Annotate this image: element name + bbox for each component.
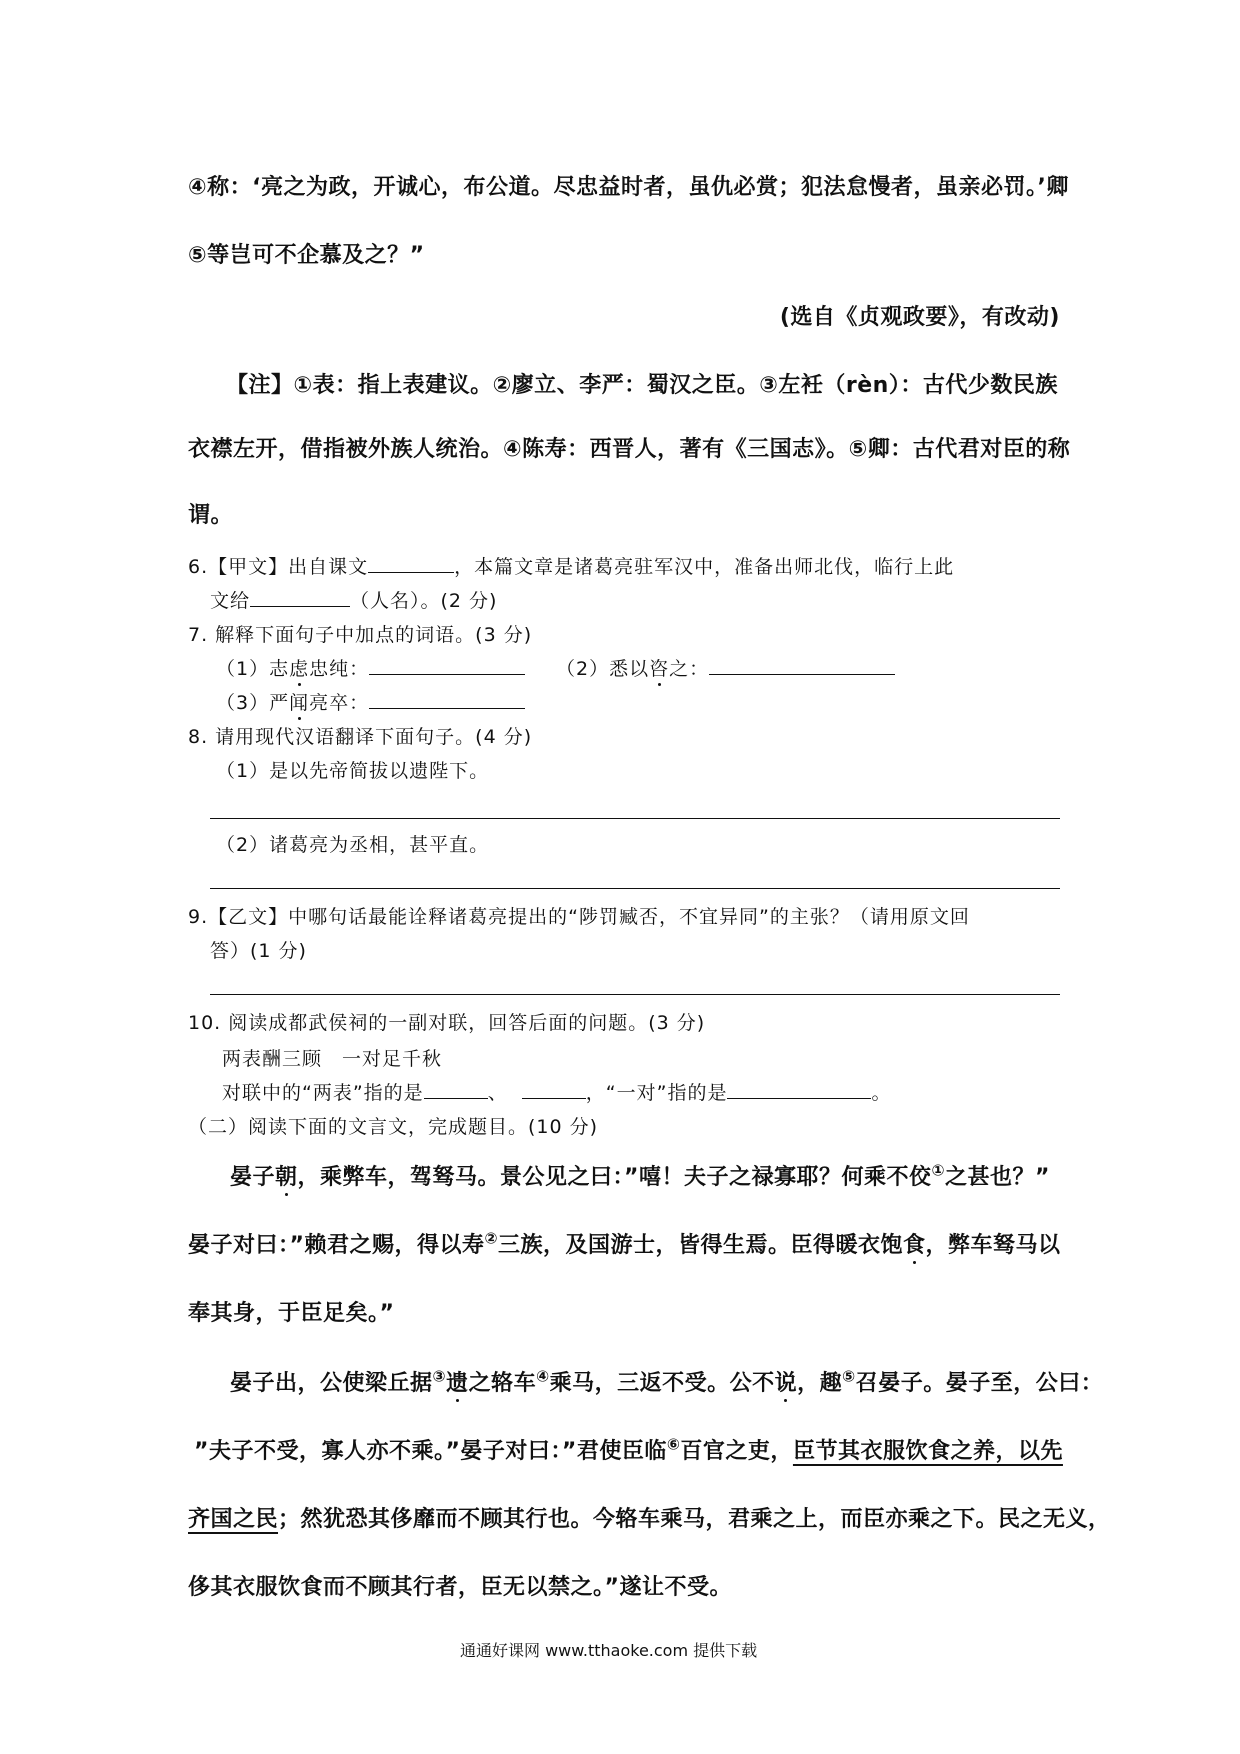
underlined-sentence: 臣节其衣服饮食之养，以先 (792, 1439, 1063, 1464)
question-7-stem: 7. 解释下面句子中加点的词语。(3 分) (188, 624, 533, 646)
underlined-sentence: 齐国之民 (188, 1507, 279, 1532)
question-10-prompt (222, 1078, 892, 1105)
passage-line: ④称：‘亮之为政，开诚心，布公道。尽忠益时者，虽仇必赏；犯法怠慢者，虽亲必罚。’卿 (188, 175, 1069, 200)
passage-source: (选自《贞观政要》，有改动) (779, 305, 1060, 330)
text: ；然犹恐其侈靡而不顾其行也。今辂车乘马，君乘之上，而臣亦乘之下。民之无义， (278, 1507, 1111, 1532)
answer-blank[interactable] (369, 654, 525, 675)
dotted-word: 食 (903, 1233, 926, 1258)
note-line: 【注】①表：指上表建议。②廖立、李严：蜀汉之臣。③左衽（rèn）：古代少数民族 (226, 373, 1058, 398)
item-text: 忠纯： (309, 658, 370, 680)
answer-line[interactable] (210, 994, 1060, 995)
question-10-stem: 10. 阅读成都武侯祠的一副对联，回答后面的问题。(3 分) (188, 1012, 706, 1034)
passage-line: 奉其身，于臣足矣。” (188, 1301, 395, 1326)
passage-line (188, 1502, 1111, 1533)
text: 三族，及国游士，皆得生焉。臣得暖衣饱 (498, 1233, 904, 1258)
passage-line: ⑤等岂可不企慕及之？” (188, 243, 425, 268)
question-6 (188, 552, 954, 579)
couplet: 两表酬三顾 一对足千秋 (222, 1048, 443, 1070)
footnote-marker: ⑥ (666, 1435, 681, 1454)
item-text: 亮卒： (309, 692, 370, 714)
question-7-item-3 (216, 688, 525, 715)
question-text: ，本篇文章是诸葛亮驻军汉中，准备出师北伐，临行上此 (454, 556, 955, 578)
answer-blank[interactable] (709, 654, 895, 675)
passage-line (230, 1160, 1050, 1191)
question-8-sentence-2: （2）诸葛亮为丞相，甚平直。 (216, 834, 490, 856)
passage-line (194, 1434, 1063, 1465)
text: 乘马，三返不受。公不 (549, 1371, 775, 1396)
text: 之甚也？” (945, 1165, 1050, 1190)
footnote-marker: ① (931, 1161, 946, 1180)
question-7-item-1 (216, 654, 525, 681)
dotted-word: 闻 (289, 692, 310, 714)
question-7-item-2 (556, 654, 895, 681)
text: 之辂车 (468, 1371, 537, 1396)
question-text: 6.【甲文】出自课文 (188, 556, 369, 578)
question-9: 9.【乙文】中哪句话最能诠释诸葛亮提出的“陟罚臧否，不宜异同”的主张？（请用原文回 (188, 906, 970, 928)
answer-blank[interactable] (369, 688, 525, 709)
question-8-sentence-1: （1）是以先帝简拔以遗陛下。 (216, 760, 490, 782)
item-text: （2）悉以 (556, 658, 650, 680)
answer-blank[interactable] (727, 1078, 871, 1099)
text: ，弊车驽马以 (925, 1233, 1061, 1258)
text: ，趣 (797, 1371, 843, 1396)
answer-blank[interactable] (522, 1078, 586, 1099)
question-text: 。 (871, 1082, 892, 1104)
page-footer: 通通好课网 www.tthaoke.com 提供下载 (460, 1641, 758, 1660)
text: 百官之吏， (680, 1439, 793, 1464)
dotted-word: 咨 (649, 658, 670, 680)
answer-line[interactable] (210, 888, 1060, 889)
text: ”夫子不受，寡人亦不乘。”晏子对曰：”君使臣临 (194, 1439, 667, 1464)
text: 召晏子。晏子至，公曰： (855, 1371, 1104, 1396)
question-text: （人名）。(2 分) (350, 590, 498, 612)
question-text: ，“一对”指的是 (585, 1082, 728, 1104)
passage-line (230, 1366, 1103, 1397)
question-text: 、 (487, 1082, 508, 1104)
note-line: 衣襟左开，借指被外族人统治。④陈寿：西晋人，著有《三国志》。⑤卿：古代君对臣的称 (188, 437, 1071, 462)
answer-blank[interactable] (368, 552, 454, 573)
text: 晏子出，公使梁丘据 (230, 1371, 433, 1396)
answer-blank[interactable] (250, 586, 350, 607)
question-text: 对联中的“两表”指的是 (222, 1082, 424, 1104)
text: ，乘弊车，驾驽马。景公见之曰：”嘻！夫子之禄寡耶？何乘不佼 (297, 1165, 932, 1190)
dotted-word: 说 (774, 1371, 798, 1396)
footnote-marker: ③ (432, 1367, 447, 1386)
passage-line: 侈其衣服饮食而不顾其行者，臣无以禁之。”遂让不受。 (188, 1575, 732, 1600)
item-text: （3）严 (216, 692, 290, 714)
question-text: 文给 (210, 590, 251, 612)
item-text: 之： (669, 658, 710, 680)
item-text: （1）志 (216, 658, 290, 680)
footnote-marker: ② (484, 1229, 498, 1248)
dotted-word: 朝 (275, 1165, 298, 1190)
footnote-marker: ⑤ (842, 1367, 856, 1386)
dotted-word: 虑 (289, 658, 310, 680)
footnote-marker: ④ (536, 1367, 550, 1386)
question-9-cont: 答）(1 分) (210, 940, 307, 962)
dotted-word: 遗 (446, 1371, 469, 1396)
question-6-cont (210, 586, 497, 613)
note-line: 谓。 (188, 503, 234, 528)
text: 晏子 (230, 1165, 276, 1190)
section-heading: （二）阅读下面的文言文，完成题目。(10 分) (188, 1116, 599, 1138)
answer-blank[interactable] (424, 1078, 488, 1099)
passage-line (188, 1228, 1061, 1259)
answer-line[interactable] (210, 818, 1060, 819)
question-8-stem: 8. 请用现代汉语翻译下面句子。(4 分) (188, 726, 533, 748)
text: 晏子对曰：”赖君之赐，得以寿 (188, 1233, 485, 1258)
